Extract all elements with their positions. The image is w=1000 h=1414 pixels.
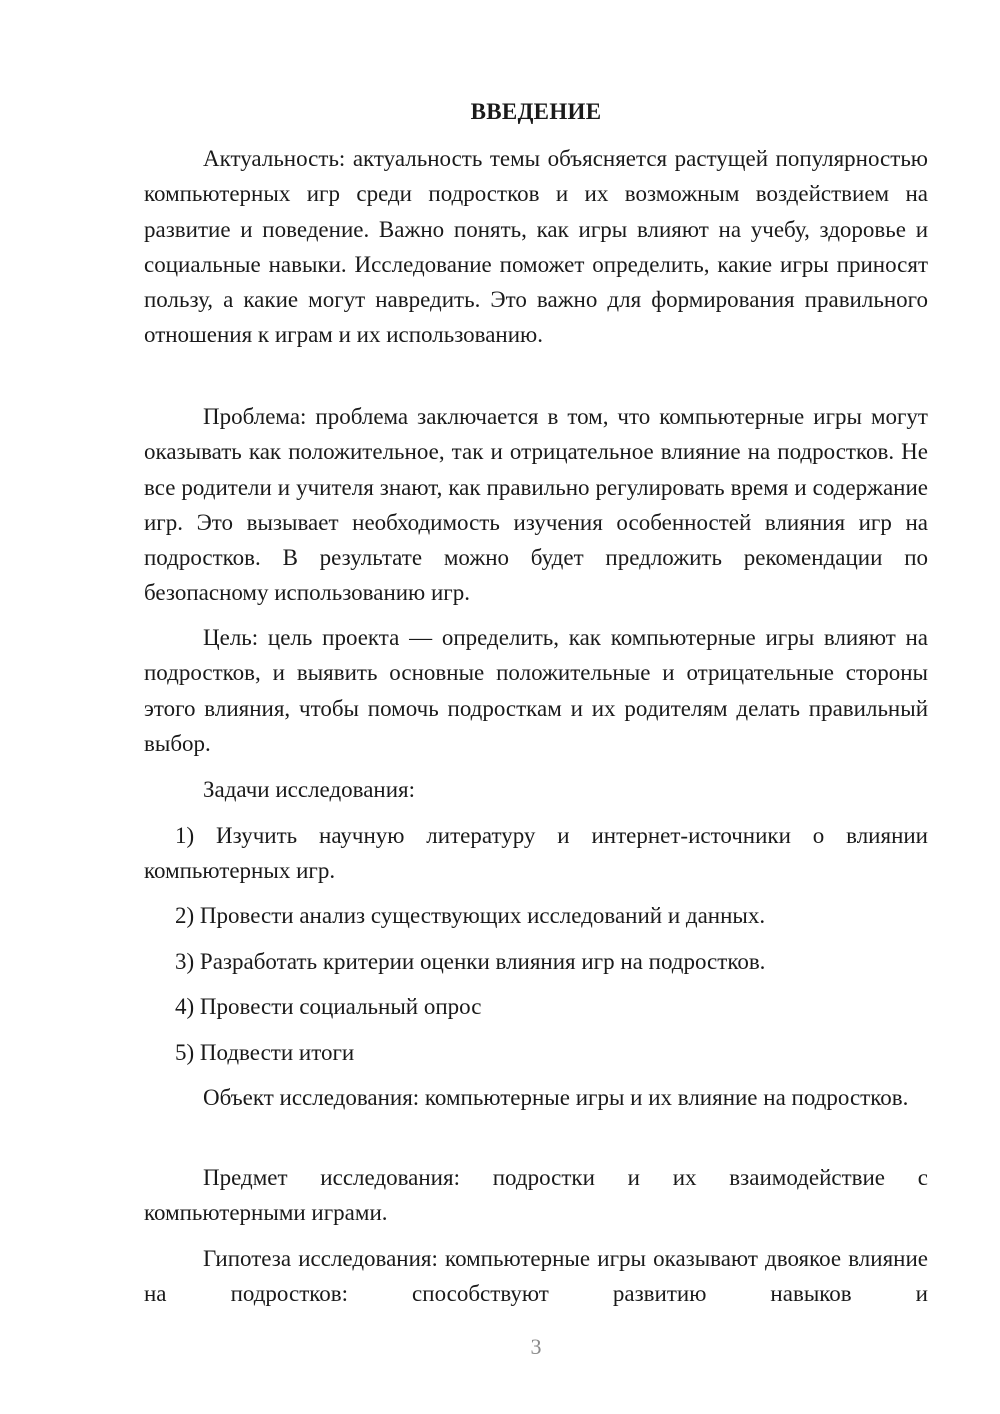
subject-paragraph: Предмет исследования: подростки и их взаимодействие с компьютерными играми. (144, 1165, 928, 1226)
problem-paragraph: Проблема: проблема заключается в том, что компьютерные игры могут оказывать как положительное, так и отрицательное влияние на подростков. Не все родители и учителя знают, как правильно регулировать время и содержание игр. Это вызывает необходимость изучения особенностей влияния игр на подростков. В результате можно будет предложить рекомендации по безопасному использованию игр. (144, 404, 928, 606)
goal-paragraph: Цель: цель проекта — определить, как компьютерные игры влияют на подростков, и выявить основные положительные и отрицательные стороны этого влияния, чтобы помочь подросткам и их родителям делать правильный выбор. (144, 625, 928, 756)
section-heading: ВВЕДЕНИЕ (470, 99, 602, 124)
task-item: 5) Подвести итоги (175, 1040, 355, 1065)
page-number: 3 (530, 1334, 542, 1359)
task-item: 1) Изучить научную литературу и интернет-источники о влиянии компьютерных игр. (144, 823, 928, 884)
task-item: 3) Разработать критерии оценки влияния игр на подростков. (175, 949, 766, 974)
hypothesis-paragraph: Гипотеза исследования: компьютерные игры оказывают двоякое влияние на подростков: способствуют развитию навыков и (144, 1246, 928, 1307)
relevance-paragraph: Актуальность: актуальность темы объясняется растущей популярностью компьютерных игр среди подростков и их возможным воздействием на развитие и поведение. Важно понять, как игры влияют на учебу, здоровье и социальные навыки. Исследование поможет определить, какие игры приносят пользу, а какие могут навредить. Это важно для формирования правильного отношения к играм и их использованию. (144, 146, 928, 348)
object-paragraph: Объект исследования: компьютерные игры и их влияние на подростков. (203, 1085, 909, 1110)
task-item: 4) Провести социальный опрос (175, 994, 482, 1019)
task-item: 2) Провести анализ существующих исследований и данных. (175, 903, 766, 928)
tasks-title: Задачи исследования: (203, 777, 416, 802)
